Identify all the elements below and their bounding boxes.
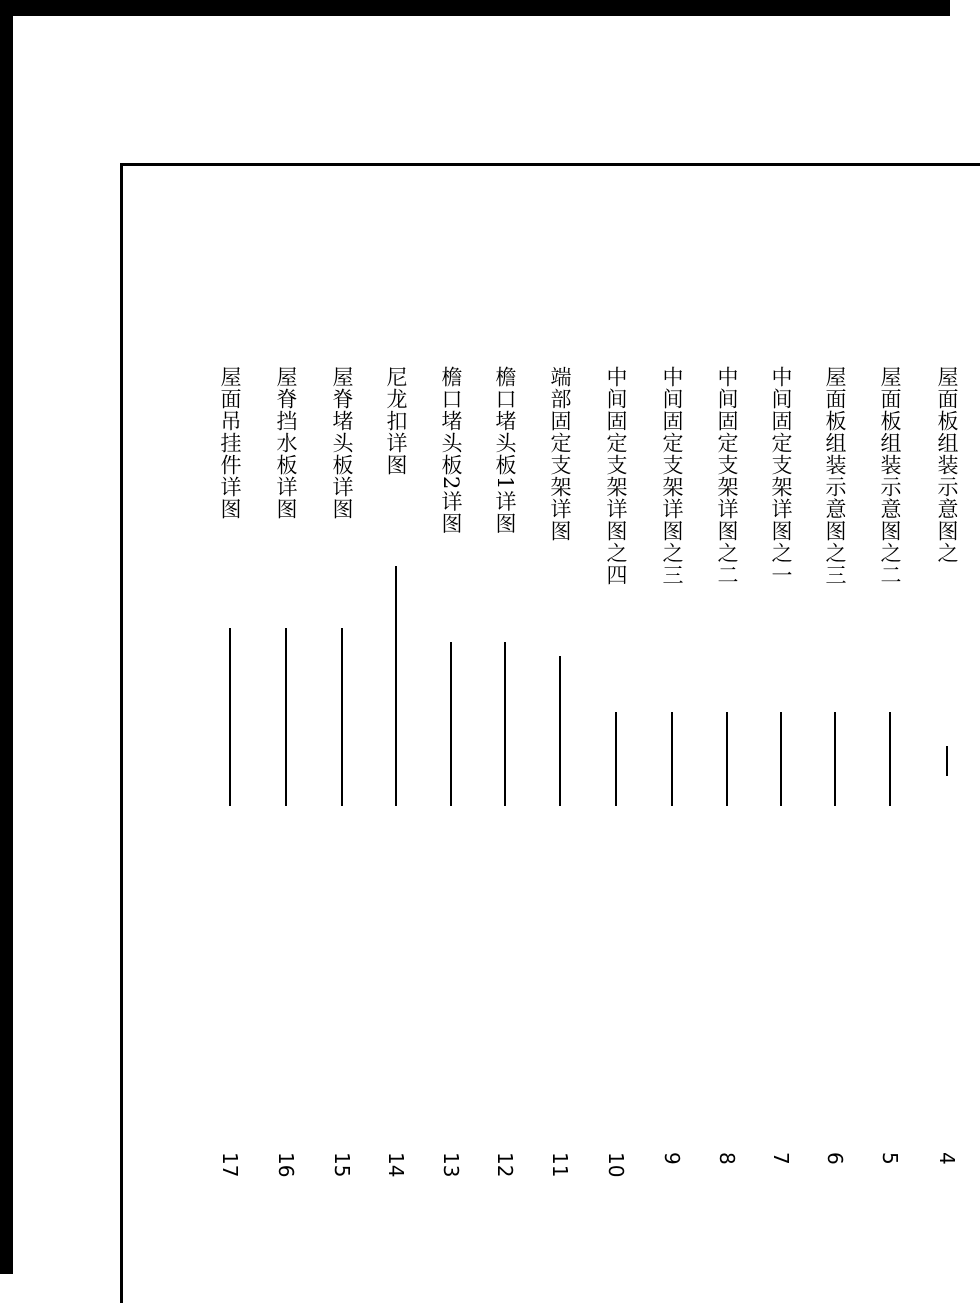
toc-entry-page: 15 — [330, 1152, 354, 1178]
toc-entry-page: 9 — [660, 1152, 684, 1165]
toc-leader-line — [615, 712, 617, 806]
toc-entry-title: 檐口堵头板1详图 — [493, 366, 517, 535]
toc-entry-page: 11 — [548, 1152, 572, 1178]
toc-entry-page: 17 — [218, 1152, 242, 1178]
toc-entry — [381, 366, 411, 1178]
toc-entry-title: 屋面板组装示意图之三 — [823, 366, 847, 586]
scan-border-left — [0, 0, 13, 1274]
toc-entry — [766, 366, 796, 1165]
toc-leader-line — [559, 656, 561, 806]
toc-entry — [657, 366, 687, 1165]
toc-entry-page: 8 — [715, 1152, 739, 1165]
toc-entry — [875, 366, 905, 1165]
toc-leader-line — [780, 712, 782, 806]
toc-leader-line — [229, 628, 231, 806]
toc-entry — [215, 366, 245, 1178]
toc-entry-title: 中间固定支架详图之一 — [769, 366, 793, 586]
toc-entry — [490, 366, 520, 1178]
toc-entry-title: 屋面板组装示意图之 — [935, 366, 959, 564]
toc-entry-title: 中间固定支架详图之二 — [715, 366, 739, 586]
toc-leader-line — [395, 566, 397, 806]
toc-entry-title: 尼龙扣详图 — [384, 366, 408, 476]
toc-entry-page: 12 — [493, 1152, 517, 1178]
toc-entry-title: 中间固定支架详图之四 — [604, 366, 628, 586]
toc-entry-page: 13 — [439, 1152, 463, 1178]
toc-leader-line — [671, 712, 673, 806]
toc-entry-page: 6 — [823, 1152, 847, 1165]
toc-entry — [327, 366, 357, 1178]
toc-entry — [712, 366, 742, 1165]
toc-entry-page: 5 — [878, 1152, 902, 1165]
toc-entry-title: 屋面吊挂件详图 — [218, 366, 242, 520]
toc-entry-page: 10 — [604, 1152, 628, 1178]
toc-leader-line — [341, 628, 343, 806]
toc-entry — [545, 366, 575, 1178]
toc-entry-page: 14 — [384, 1152, 408, 1178]
toc-leader-line — [504, 642, 506, 806]
toc-entry-page: 16 — [274, 1152, 298, 1178]
toc-leader-line — [946, 746, 948, 776]
toc-leader-line — [285, 628, 287, 806]
toc-leader-line — [726, 712, 728, 806]
scan-border-top — [0, 0, 950, 16]
toc-entry-title: 屋脊堵头板详图 — [330, 366, 354, 520]
toc-leader-line — [889, 712, 891, 806]
toc-entry-title: 屋脊挡水板详图 — [274, 366, 298, 520]
toc-leader-line — [834, 712, 836, 806]
toc-entry-page: 7 — [769, 1152, 793, 1165]
toc-entry-title: 檐口堵头板2详图 — [439, 366, 463, 535]
toc-entry — [820, 366, 850, 1165]
toc-entry-title: 端部固定支架详图 — [548, 366, 572, 542]
toc-entry-title: 中间固定支架详图之三 — [660, 366, 684, 586]
toc-leader-line — [450, 642, 452, 806]
toc-entry — [436, 366, 466, 1178]
toc-entry — [601, 366, 631, 1178]
toc-entry-title: 屋面板组装示意图之二 — [878, 366, 902, 586]
toc-entry — [271, 366, 301, 1178]
toc-entry-page: 4 — [935, 1152, 959, 1165]
toc-entry — [932, 366, 962, 1165]
